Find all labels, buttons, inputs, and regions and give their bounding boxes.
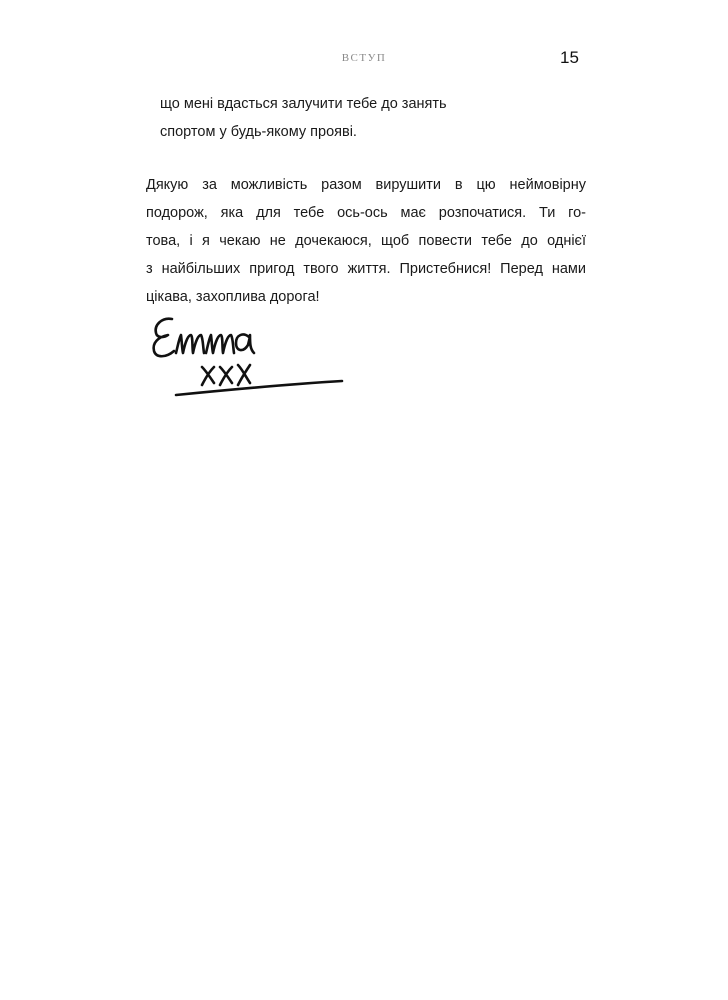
running-header [0, 50, 728, 70]
signature-xxx-stroke [220, 367, 232, 385]
text-line: цікава, захоплива дорога! [146, 289, 320, 305]
text-line: що мені вдасться залучити тебе до занять [160, 96, 447, 112]
text-line: з найбільших пригод твого життя. Пристебнися! Перед нами [146, 261, 586, 277]
text-line: спортом у будь-якому прояві. [160, 124, 357, 140]
closing-paragraph [146, 171, 586, 311]
signature-xxx-stroke [202, 367, 214, 385]
text-line: Дякую за можливість разом вирушити в цю неймовірну [146, 177, 586, 193]
handwritten-signature [146, 305, 356, 405]
signature-emma-stroke [154, 319, 174, 357]
signature-underline [176, 381, 342, 395]
section-title: ВСТУП [341, 52, 387, 64]
signature-emma-stroke [236, 335, 254, 353]
text-line: подорож, яка для тебе ось-ось має розпочатися. Ти го- [146, 205, 586, 221]
text-line: това, і я чекаю не дочекаюся, щоб повести тебе до однієї [146, 233, 586, 249]
page-body [146, 90, 586, 311]
signature-xxx-stroke [238, 365, 250, 385]
indented-passage [160, 90, 586, 146]
signature-emma-stroke [176, 335, 204, 353]
page-number: 15 [560, 48, 579, 67]
signature-emma-stroke [206, 335, 234, 353]
